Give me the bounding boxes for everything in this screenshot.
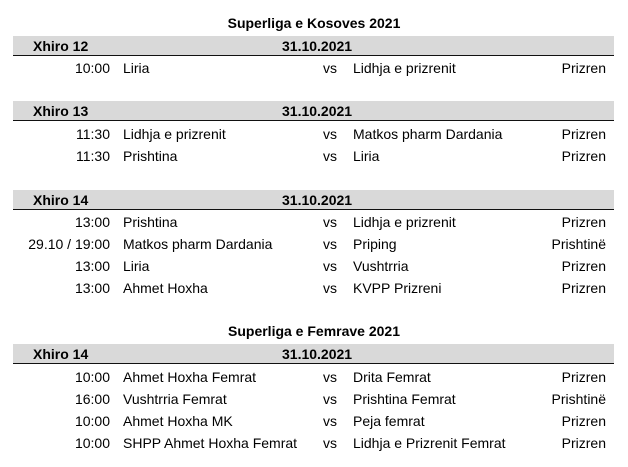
match-city: Prizren — [561, 60, 606, 76]
match-time: 29.10 / 19:00 — [28, 236, 110, 252]
match-row — [0, 123, 628, 145]
match-time: 13:00 — [74, 258, 110, 274]
match-time: 16:00 — [74, 391, 110, 407]
vs-label: vs — [323, 60, 337, 76]
match-row — [0, 211, 628, 233]
round-date: 31.10.2021 — [282, 346, 353, 362]
vs-label: vs — [323, 236, 337, 252]
round-header — [13, 36, 614, 56]
match-time: 10:00 — [74, 60, 110, 76]
match-time: 11:30 — [76, 126, 110, 142]
away-team: Vushtrria — [353, 258, 409, 274]
match-city: Prizren — [561, 258, 606, 274]
round-date: 31.10.2021 — [282, 38, 353, 54]
home-team: Lidhja e prizrenit — [123, 126, 226, 142]
round-date: 31.10.2021 — [282, 192, 353, 208]
section-title-femrave: Superliga e Femrave 2021 — [228, 323, 400, 339]
home-team: Ahmet Hoxha Femrat — [123, 369, 257, 385]
round-label: Xhiro 14 — [33, 192, 89, 208]
match-row — [0, 233, 628, 255]
vs-label: vs — [323, 148, 337, 164]
vs-label: vs — [323, 369, 337, 385]
match-city: Prizren — [561, 413, 606, 429]
match-row — [0, 432, 628, 454]
match-time: 10:00 — [74, 369, 110, 385]
vs-label: vs — [323, 435, 337, 451]
match-row — [0, 366, 628, 388]
match-city: Prishtinë — [551, 391, 606, 407]
round-header — [13, 101, 614, 121]
home-team: Liria — [123, 258, 150, 274]
match-row — [0, 255, 628, 277]
vs-label: vs — [323, 280, 337, 296]
match-time: 13:00 — [74, 280, 110, 296]
away-team: Prishtina Femrat — [353, 391, 456, 407]
match-city: Prizren — [561, 214, 606, 230]
round-label: Xhiro 14 — [33, 346, 89, 362]
away-team: Lidhja e prizrenit — [353, 214, 456, 230]
match-row — [0, 277, 628, 299]
home-team: SHPP Ahmet Hoxha Femrat — [123, 435, 298, 451]
match-city: Prizren — [561, 126, 606, 142]
home-team: Liria — [123, 60, 150, 76]
match-city: Prizren — [561, 369, 606, 385]
match-city: Prizren — [561, 280, 606, 296]
home-team: Prishtina — [123, 148, 178, 164]
home-team: Prishtina — [123, 214, 178, 230]
match-row — [0, 410, 628, 432]
match-city: Prizren — [561, 435, 606, 451]
round-label: Xhiro 12 — [33, 38, 89, 54]
away-team: KVPP Prizreni — [353, 280, 442, 296]
home-team: Vushtrria Femrat — [123, 391, 227, 407]
match-time: 10:00 — [74, 413, 110, 429]
away-team: Priping — [353, 236, 397, 252]
home-team: Ahmet Hoxha — [123, 280, 208, 296]
match-time: 11:30 — [76, 148, 110, 164]
vs-label: vs — [323, 258, 337, 274]
round-header — [13, 344, 614, 364]
match-row — [0, 145, 628, 167]
match-row — [0, 388, 628, 410]
home-team: Ahmet Hoxha MK — [123, 413, 233, 429]
match-row — [0, 57, 628, 79]
away-team: Matkos pharm Dardania — [353, 126, 503, 142]
match-time: 10:00 — [74, 435, 110, 451]
round-label: Xhiro 13 — [33, 103, 89, 119]
vs-label: vs — [323, 126, 337, 142]
away-team: Peja femrat — [353, 413, 425, 429]
away-team: Lidhja e prizrenit — [353, 60, 456, 76]
round-header — [13, 190, 614, 210]
match-city: Prishtinë — [551, 236, 606, 252]
match-city: Prizren — [561, 148, 606, 164]
away-team: Drita Femrat — [353, 369, 431, 385]
vs-label: vs — [323, 214, 337, 230]
away-team: Liria — [353, 148, 380, 164]
vs-label: vs — [323, 391, 337, 407]
section-title-kosoves: Superliga e Kosoves 2021 — [227, 15, 401, 31]
match-time: 13:00 — [74, 214, 110, 230]
home-team: Matkos pharm Dardania — [123, 236, 273, 252]
vs-label: vs — [323, 413, 337, 429]
round-date: 31.10.2021 — [282, 103, 353, 119]
away-team: Lidhja e Prizrenit Femrat — [353, 435, 506, 451]
